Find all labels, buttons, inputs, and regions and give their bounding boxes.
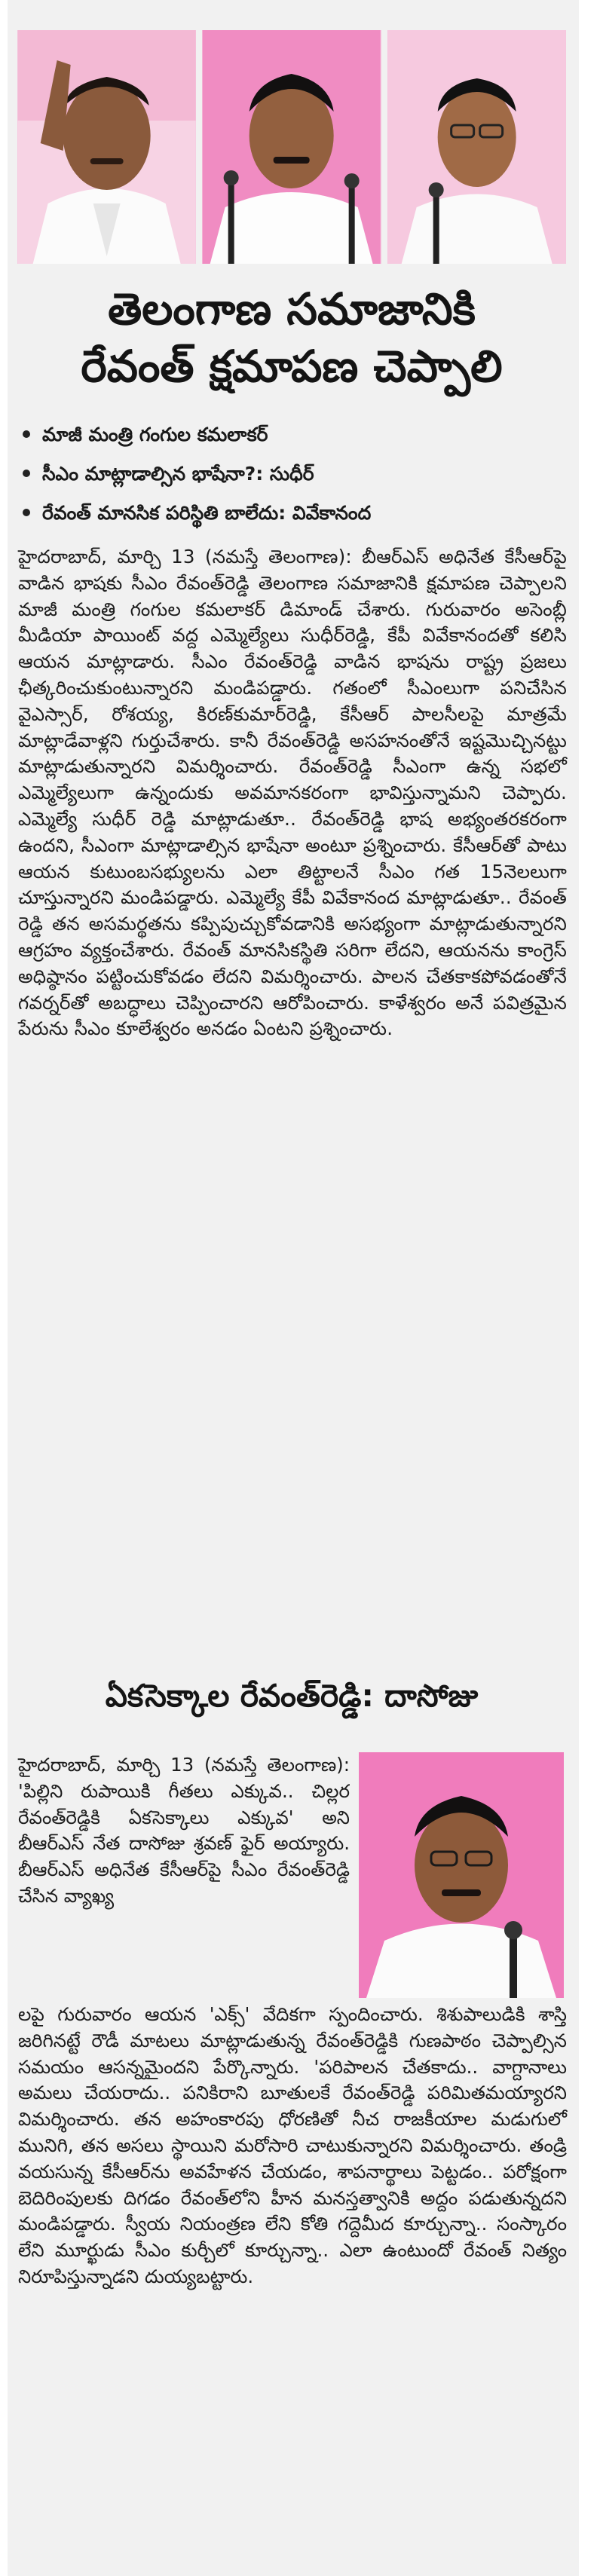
bullet-list	[18, 422, 561, 540]
inset-photo	[359, 1752, 564, 1998]
bullet-dot-icon	[23, 509, 30, 516]
bullet-item	[18, 422, 561, 461]
bullet-text: రేవంత్ మానసిక పరిస్థితి బాలేదు: వివేకానంద	[42, 502, 372, 524]
article-body-2-top: హైదరాబాద్, మార్చి 13 (నమస్తే తెలంగాణ): 'పిల్లిని రుపాయికి గీతలు ఎక్కువ.. చిల్లర రేవంత్‌రెడ్డికి ఏకసెక్కాలు ఎక్కువ' అని బీఆర్‌ఎస్ నేత దాసోజు శ్రవణ్ ఫైర్ అయ్యారు. బీఆర్‌ఎస్ అధినేత కేసీఆర్‌పై సీఎం రేవంత్‌రెడ్డి చేసిన వ్యాఖ్య	[18, 1754, 350, 1907]
inset-portrait	[359, 1752, 564, 1998]
headline-line-2: రేవంత్ క్షమాపణ చెప్పాలి	[81, 341, 503, 392]
portrait-left	[17, 30, 196, 264]
photo-left	[17, 30, 196, 264]
photo-middle	[202, 30, 381, 264]
bullet-item	[18, 500, 561, 540]
bullet-dot-icon	[23, 430, 30, 438]
bullet-dot-icon	[23, 470, 30, 477]
bullet-item	[18, 461, 561, 500]
article-body-1: హైదరాబాద్, మార్చి 13 (నమస్తే తెలంగాణ): బీఆర్‌ఎస్ అధినేత కేసీఆర్‌పై వాడిన భాషకు సీఎం రేవంత్‌రెడ్డి తెలంగాణ సమాజానికి క్షమాపణ చెప్పాలని మాజీ మంత్రి గంగుల కమలాకర్ డిమాండ్ చేశారు. గురువారం అసెంబ్లీ మీడియా పాయింట్ వద్ద ఎమ్మెల్యేలు సుధీర్‌రెడ్డి, కేపీ వివేకానందతో కలిసి ఆయన మాట్లాడారు. సీఎం రేవంత్‌రెడ్డి వాడిన భాషను రాష్ట్ర ప్రజలు ఛీత్కరించుకుంటున్నారని మండిపడ్డారు. గతంలో సీఎంలుగా పనిచేసిన వైఎస్సార్, రోశయ్య, కిరణ్‌కుమార్‌రెడ్డి, కేసీఆర్ పాలసీలపై మాత్రమే మాట్లాడేవాళ్లని గుర్తుచేశారు. కానీ రేవంత్‌రెడ్డి అసహనంతోనే ఇష్టమొచ్చినట్టు మాట్లాడుతున్నారని విమర్శించారు. రేవంత్‌రెడ్డి సీఎంగా ఉన్న సభలో ఎమ్మెల్యేలుగా ఉన్నందుకు అవమానకరంగా భావిస్తున్నామని చెప్పారు. ఎమ్మెల్యే సుధీర్ రెడ్డి మాట్లాడుతూ.. రేవంత్‌రెడ్డి భాష అభ్యంతరకరంగా ఉందని, సీఎంగా మాట్లాడాల్సిన భాషేనా అంటూ ప్రశ్నించారు. కేసీఆర్‌తో పాటు ఆయన కుటుంబసభ్యులను ఎలా తిట్టాలనే సీఎం గత 15నెలలుగా చూస్తున్నారని మండిపడ్డారు. ఎమ్మెల్యే కేపీ వివేకానంద మాట్లాడుతూ.. రేవంత్ రెడ్డి తన అసమర్థతను కప్పిపుచ్చుకోవడానికి అసభ్యంగా మాట్లాడుతున్నారని ఆగ్రహం వ్యక్తంచేశారు. రేవంత్ మానసికస్థితి సరిగా లేదని, ఆయనను కాంగ్రెస్ అధిష్ఠానం పట్టించుకోవడం లేదని విమర్శించారు. పాలన చేతకాకపోవడంతోనే గవర్నర్‌తో అబద్ధాలు చెప్పించారని ఆరోపించారు. కాళేశ్వరం అనే పవిత్రమైన పేరును సీఎం కూలేశ్వరం అనడం ఏంటని ప్రశ్నించారు.	[18, 546, 567, 1040]
portrait-right	[387, 30, 566, 264]
headline	[17, 280, 566, 395]
bullet-text: మాజీ మంత్రి గంగుల కమలాకర్	[42, 424, 268, 445]
subheadline: ఏకసెక్కాల రేవంత్‌రెడ్డి: దాసోజు	[105, 1678, 479, 1714]
article-body-2-rest: లపై గురువారం ఆయన 'ఎక్స్' వేదికగా స్పందించారు. శిశుపాలుడికి శాస్తి జరిగినట్టే రౌడీ మాటలు మాట్లాడుతున్న రేవంత్‌రెడ్డికి గుణపాఠం చెప్పాల్సిన సమయం ఆసన్నమైందని పేర్కొన్నారు. 'పరిపాలన చేతకాదు.. వాగ్దానాలు అమలు చేయరాదు.. పనికిరాని బూతులకే రేవంత్‌రెడ్డి పరిమితమయ్యారని విమర్శించారు. తన అహంకారపు ధోరణితో నీచ రాజకీయాల మడుగులో మునిగి, తన అసలు స్థాయిని మరోసారి చాటుకున్నారని విమర్శించారు. తండ్రి వయసున్న కేసీఆర్‌ను అవహేళన చేయడం, శాపనార్థాలు పెట్టడం.. పరోక్షంగా బెదిరింపులకు దిగడం రేవంత్‌లోని హీన మనస్తత్వానికి అద్దం పడుతున్నదని మండిపడ్డారు. స్వీయ నియంత్రణ లేని కోతి గద్దెమీద కూర్చున్నా.. సంస్కారం లేని మూర్ఖుడు సీఎం కుర్చీలో కూర్చున్నా.. ఎలా ఉంటుందో రేవంత్ నిత్యం నిరూపిస్తున్నాడని దుయ్యబట్టారు.	[18, 2003, 567, 2287]
photo-strip	[17, 30, 566, 264]
bullet-text: సీఎం మాట్లాడాల్సిన భాషేనా?: సుధీర్	[42, 463, 314, 485]
headline-line-1: తెలంగాణ సమాజానికి	[108, 283, 476, 335]
portrait-middle	[202, 30, 381, 264]
photo-right	[387, 30, 566, 264]
